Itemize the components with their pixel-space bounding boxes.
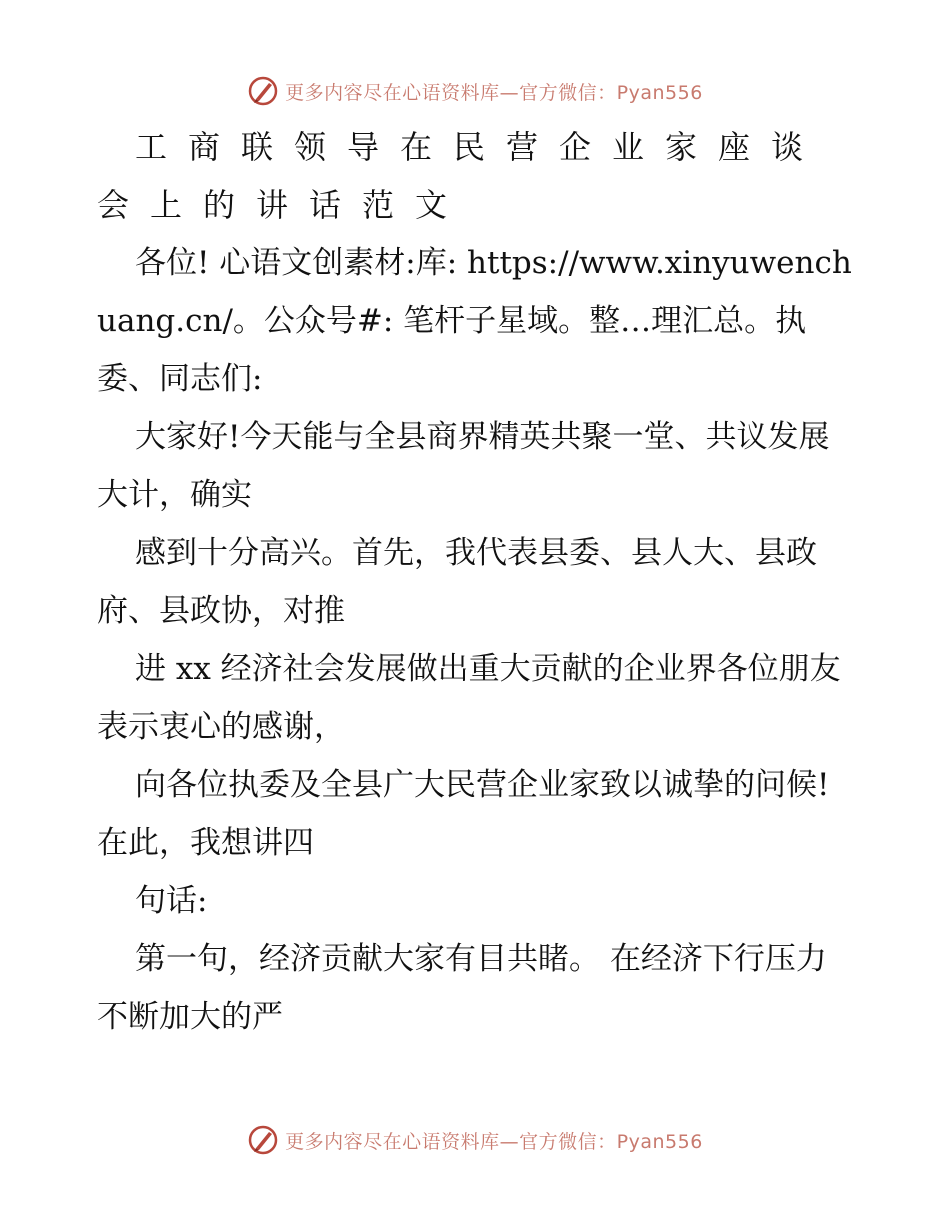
quill-pen-logo-icon (247, 75, 279, 107)
quill-pen-logo-icon (247, 1124, 279, 1156)
paragraph: 进 xx 经济社会发展做出重大贡献的企业界各位朋友表示衷心的感谢， (97, 651, 841, 745)
paragraph: 大家好!今天能与全县商界精英共聚一堂、共议发展大计，确实 (97, 419, 830, 513)
paragraph: 感到十分高兴。首先，我代表县委、县人大、县政府、县政协，对推 (97, 535, 817, 629)
header-banner-text: 更多内容尽在心语资料库—官方微信：Pyan556 (285, 81, 703, 104)
paragraph: 句话: (135, 883, 208, 919)
footer-banner-text: 更多内容尽在心语资料库—官方微信：Pyan556 (285, 1130, 703, 1153)
document-title: 工商联领导在民营企业家座谈会上的讲话范文 (97, 128, 825, 224)
document-body (97, 118, 857, 1046)
header-banner (0, 71, 950, 111)
footer-banner (0, 1120, 950, 1160)
paragraph: 第一句，经济贡献大家有目共睹。 在经济下行压力不断加大的严 (97, 941, 827, 1035)
paragraph: 各位! 心语文创素材:库: https://www.xinyuwenchuang.cn/。公众号#: 笔杆子星域。整…理汇总。执委、同志们: (97, 245, 852, 397)
paragraph: 向各位执委及全县广大民营企业家致以诚挚的问候!在此，我想讲四 (97, 767, 830, 861)
